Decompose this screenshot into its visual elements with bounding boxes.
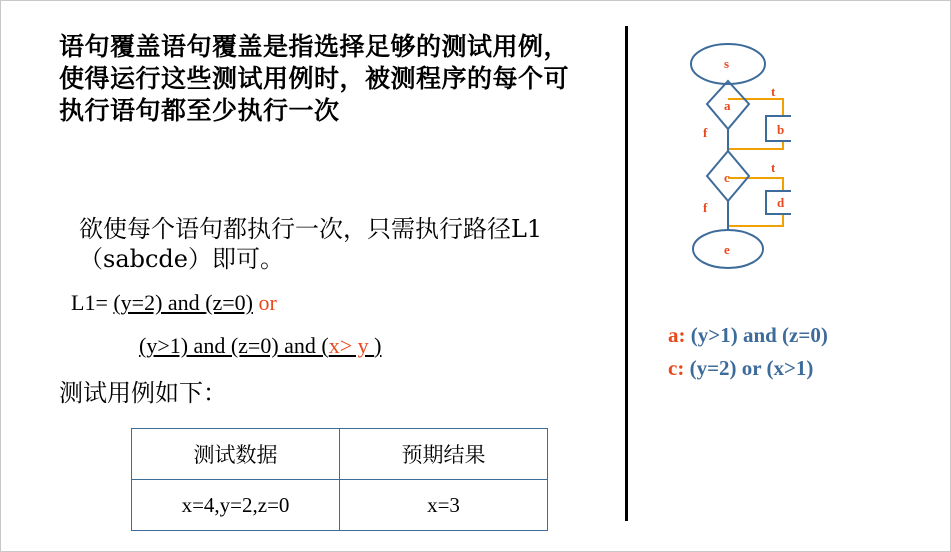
test-case-table (131, 428, 548, 531)
slide-title: 语句覆盖语句覆盖是指选择足够的测试用例，使得运行这些测试用例时，被测程序的每个可执行语句都至少执行一次 (59, 32, 570, 125)
label-s: s (724, 56, 730, 71)
label-d: d (777, 195, 785, 210)
edge-label-f2: f (703, 200, 708, 215)
edge-a-b (728, 99, 783, 116)
condition-c-label: c: (668, 356, 685, 380)
condition-c (668, 356, 813, 381)
condition-a-label: a: (668, 323, 686, 347)
edge-label-f1: f (703, 125, 708, 140)
table-row (132, 480, 548, 531)
vertical-divider (625, 26, 628, 521)
condition-a (668, 323, 828, 348)
condition-c-text: (y=2) or (x>1) (684, 356, 814, 380)
flowchart-graph (681, 41, 791, 281)
main-flow (691, 44, 791, 268)
test-cases-label: 测试用例如下： (59, 379, 227, 407)
intro-text: 欲使每个语句都执行一次，只需执行路径L1（sabcde）即可。 (79, 215, 543, 273)
table-header-cell: 测试数据 (132, 429, 340, 480)
path-formula-line1 (71, 290, 277, 316)
table-cell: x=4,y=2,z=0 (132, 480, 340, 531)
table-header-row (132, 429, 548, 480)
label-b: b (777, 122, 785, 137)
edge-label-t1: t (771, 84, 776, 99)
formula-term-z0: (z=0) (205, 290, 254, 315)
formula-prefix: L1= (71, 290, 114, 315)
formula-term-y2: (y=2) and (113, 290, 206, 315)
formula-term-a: (y>1) and (z=0) and ( (139, 333, 329, 358)
formula-close: ) (374, 333, 382, 358)
condition-a-text: (y>1) and (z=0) (685, 323, 828, 347)
table-cell: x=3 (340, 480, 548, 531)
edge-b-c (728, 141, 783, 149)
formula-or: or (253, 290, 277, 315)
edge-label-t2: t (771, 160, 776, 175)
edge-d-e (728, 214, 783, 226)
label-c: c (724, 170, 730, 185)
label-e: e (724, 242, 730, 257)
label-a: a (724, 98, 731, 113)
table-header-cell: 预期结果 (340, 429, 548, 480)
edge-c-d (728, 178, 783, 191)
formula-term-xy: x> y (328, 333, 375, 358)
path-formula-line2 (139, 333, 382, 359)
